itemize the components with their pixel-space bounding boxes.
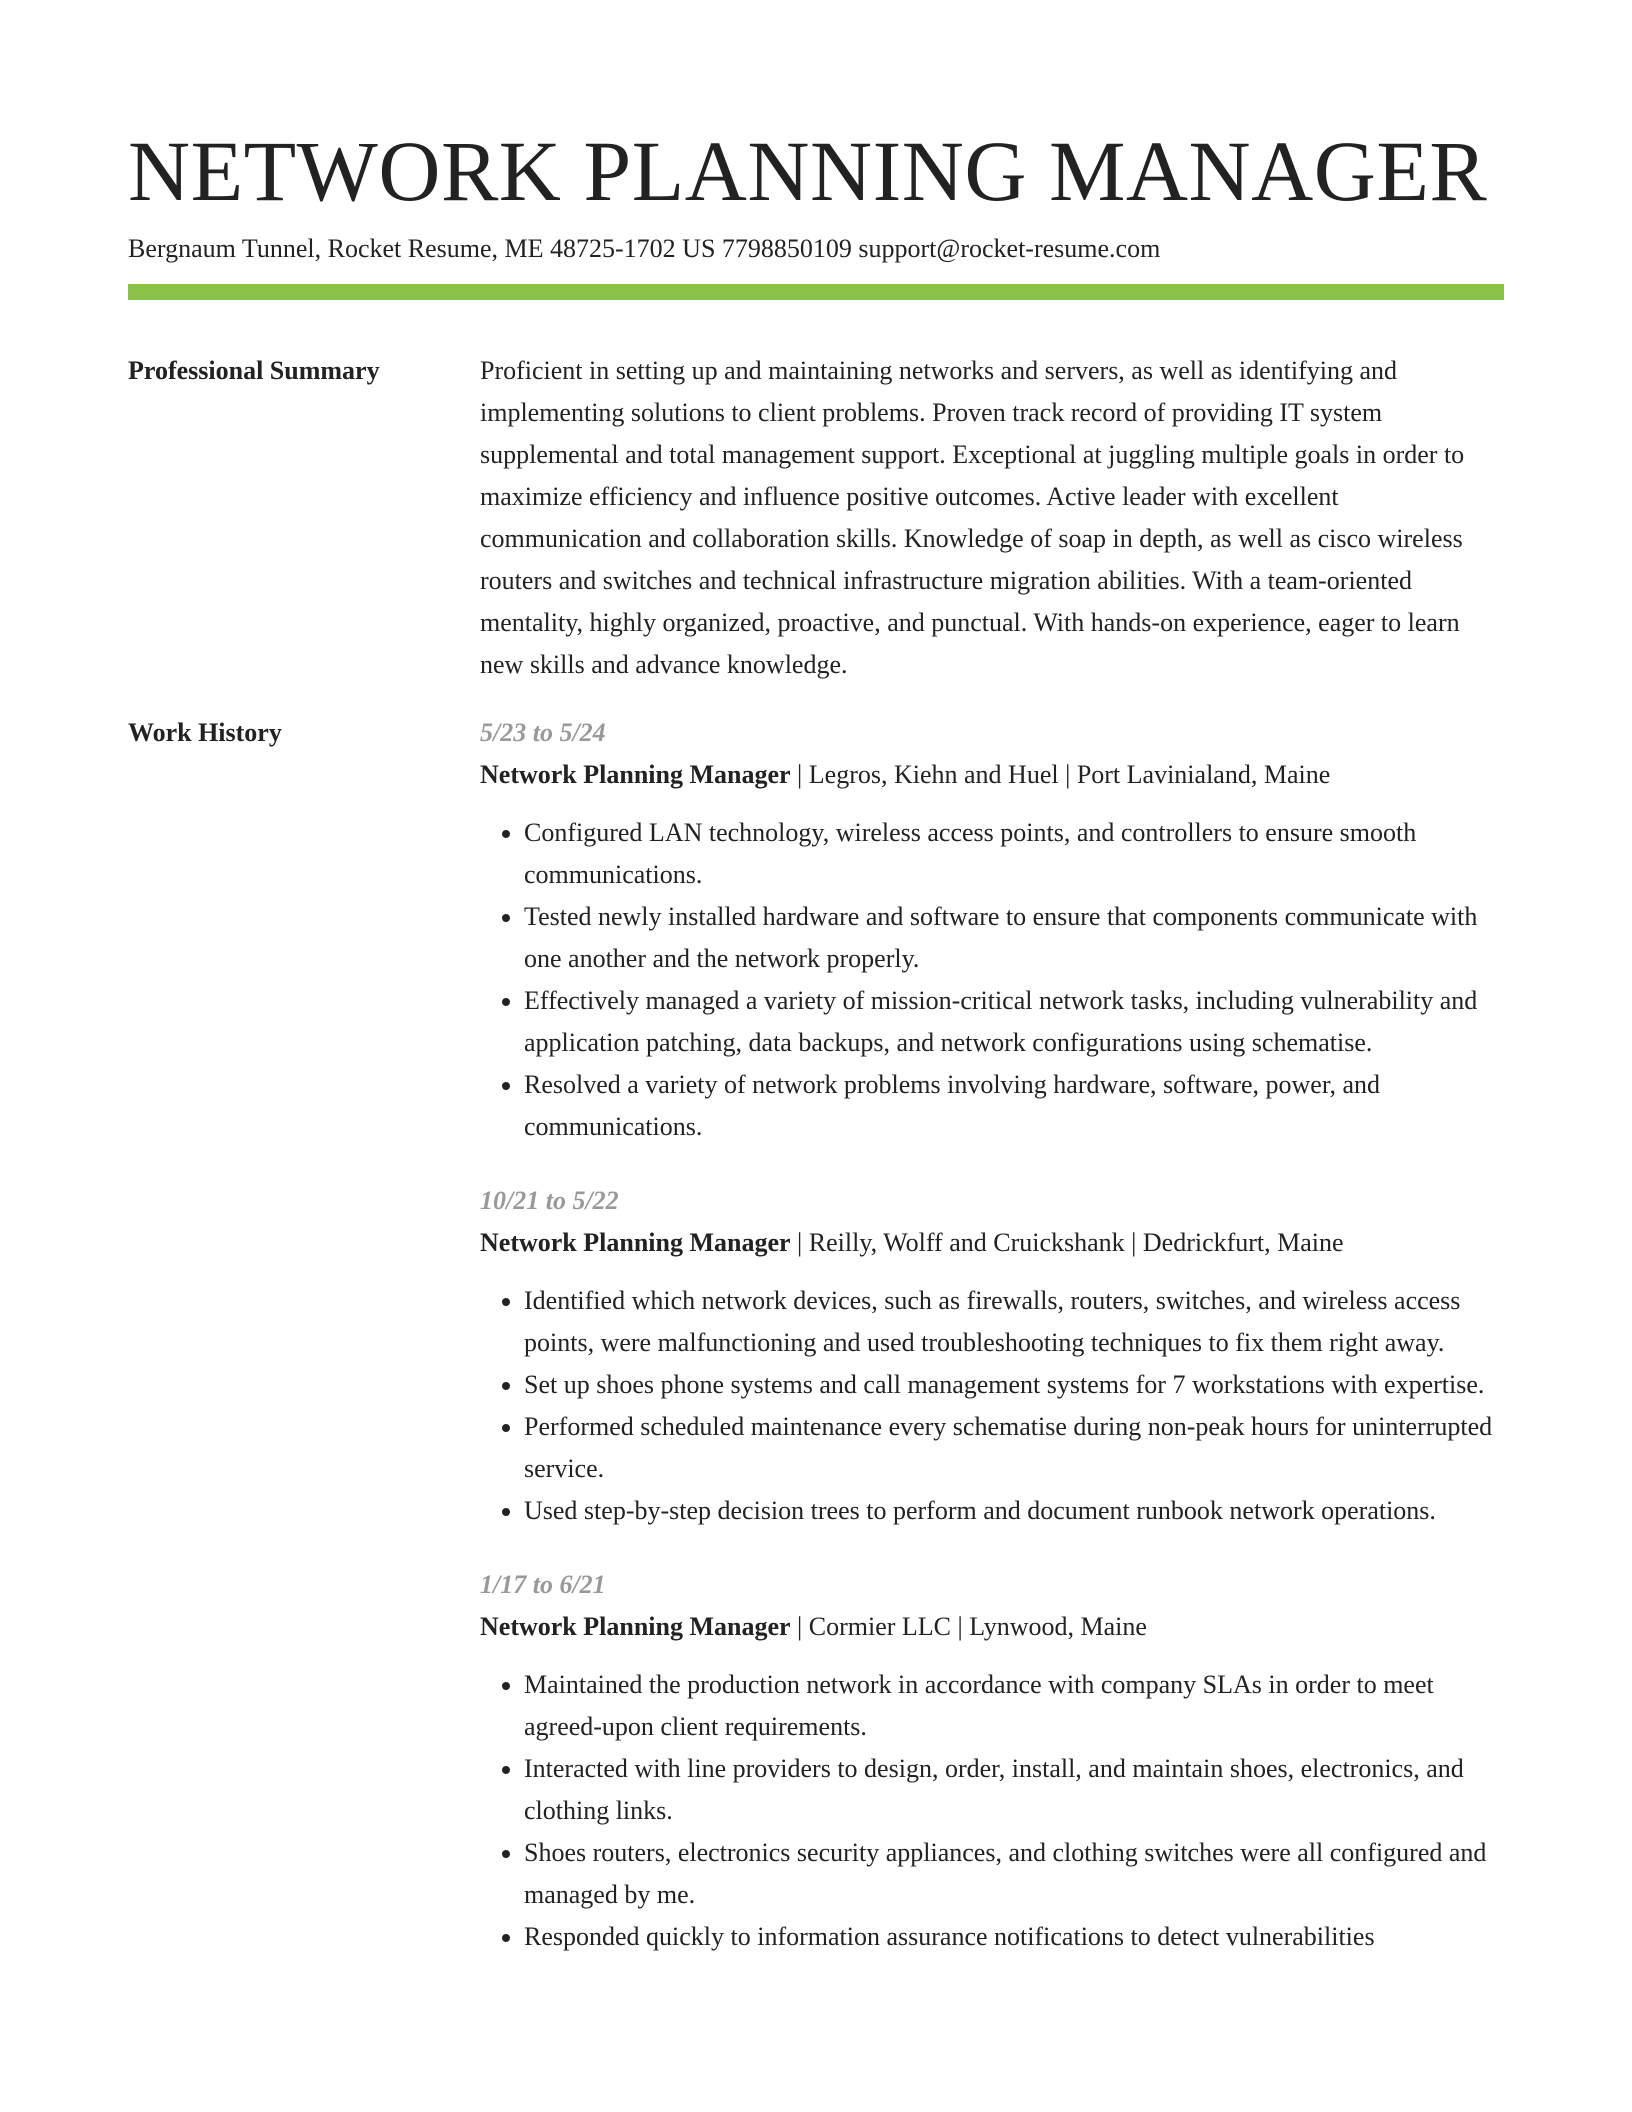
job-entry: [480, 1180, 1504, 1532]
job-title: Network Planning Manager: [480, 1228, 791, 1257]
section-heading: Professional Summary: [128, 356, 380, 385]
resume-name: NETWORK PLANNING MANAGER: [128, 123, 1488, 219]
job-dates: 5/23 to 5/24: [480, 718, 606, 747]
contact-phone: 7798850109: [721, 234, 852, 263]
job-bullet: • Responded quickly to information assurance notifications to detect vulnerabilities: [524, 1916, 1504, 1958]
job-bullet: • Maintained the production network in accordance with company SLAs in order to meet agreed-upon client requirements.: [524, 1664, 1504, 1748]
job-location: Lynwood, Maine: [969, 1612, 1147, 1641]
job-header: Network Planning Manager | Cormier LLC | Lynwood, Maine: [480, 1612, 1147, 1641]
job-bullets: [480, 1280, 1504, 1532]
job-location: Dedrickfurt, Maine: [1142, 1228, 1344, 1257]
section-work-history: [128, 712, 1504, 1990]
job-bullet: • Performed scheduled maintenance every schematise during non-peak hours for uninterrupted service.: [524, 1406, 1504, 1490]
job-bullets: [480, 1664, 1504, 1958]
job-bullets: [480, 812, 1504, 1148]
job-header: Network Planning Manager | Reilly, Wolff and Cruickshank | Dedrickfurt, Maine: [480, 1228, 1344, 1257]
summary-text: Proficient in setting up and maintaining networks and servers, as well as identifying and implementing solutions to client problems. Proven track record of providing IT system supplemental and total management support. Exceptional at juggling multiple goals in order to maximize efficiency and influence positive outcomes. Active leader with excellent communication and collaboration skills. Knowledge of soap in depth, as well as cisco wireless routers and switches and technical infrastructure migration abilities. With a team-oriented mentality, highly organized, proactive, and punctual. With hands-on experience, eager to learn new skills and advance knowledge.: [480, 356, 1465, 679]
job-entry: [480, 1564, 1504, 1958]
job-bullet: • Used step-by-step decision trees to perform and document runbook network operations.: [524, 1490, 1504, 1532]
job-company: Legros, Kiehn and Huel: [808, 760, 1059, 789]
job-bullet: • Effectively managed a variety of mission-critical network tasks, including vulnerability and application patching, data backups, and network configurations using schematise.: [524, 980, 1504, 1064]
section-body: [480, 350, 1504, 686]
job-dates: 1/17 to 6/21: [480, 1570, 606, 1599]
job-company: Reilly, Wolff and Cruickshank: [808, 1228, 1125, 1257]
job-bullet: • Interacted with line providers to design, order, install, and maintain shoes, electronics, and clothing links.: [524, 1748, 1504, 1832]
job-location: Port Lavinialand, Maine: [1076, 760, 1331, 789]
section-heading: Work History: [128, 718, 282, 747]
job-title: Network Planning Manager: [480, 1612, 791, 1641]
contact-address: Bergnaum Tunnel, Rocket Resume, ME 48725-1702 US: [128, 234, 716, 263]
job-bullet: • Configured LAN technology, wireless access points, and controllers to ensure smooth communications.: [524, 812, 1504, 896]
job-bullet: • Identified which network devices, such as firewalls, routers, switches, and wireless access points, were malfunctioning and used troubleshooting techniques to fix them right away.: [524, 1280, 1504, 1364]
contact-line: [128, 232, 1504, 266]
section-body: [480, 712, 1504, 1990]
job-bullet: • Shoes routers, electronics security appliances, and clothing switches were all configured and managed by me.: [524, 1832, 1504, 1916]
job-dates: 10/21 to 5/22: [480, 1186, 619, 1215]
job-bullet: • Set up shoes phone systems and call management systems for 7 workstations with expertise.: [524, 1364, 1504, 1406]
job-entry: [480, 712, 1504, 1148]
section-professional-summary: [128, 350, 1504, 686]
job-bullet: • Resolved a variety of network problems involving hardware, software, power, and communications.: [524, 1064, 1504, 1148]
resume-page: [128, 0, 1504, 1990]
job-header: Network Planning Manager | Legros, Kiehn and Huel | Port Lavinialand, Maine: [480, 760, 1331, 789]
job-company: Cormier LLC: [808, 1612, 952, 1641]
contact-email: support@rocket-resume.com: [858, 234, 1161, 263]
accent-rule: [128, 284, 1504, 300]
job-title: Network Planning Manager: [480, 760, 791, 789]
job-bullet: • Tested newly installed hardware and software to ensure that components communicate with one another and the network properly.: [524, 896, 1504, 980]
